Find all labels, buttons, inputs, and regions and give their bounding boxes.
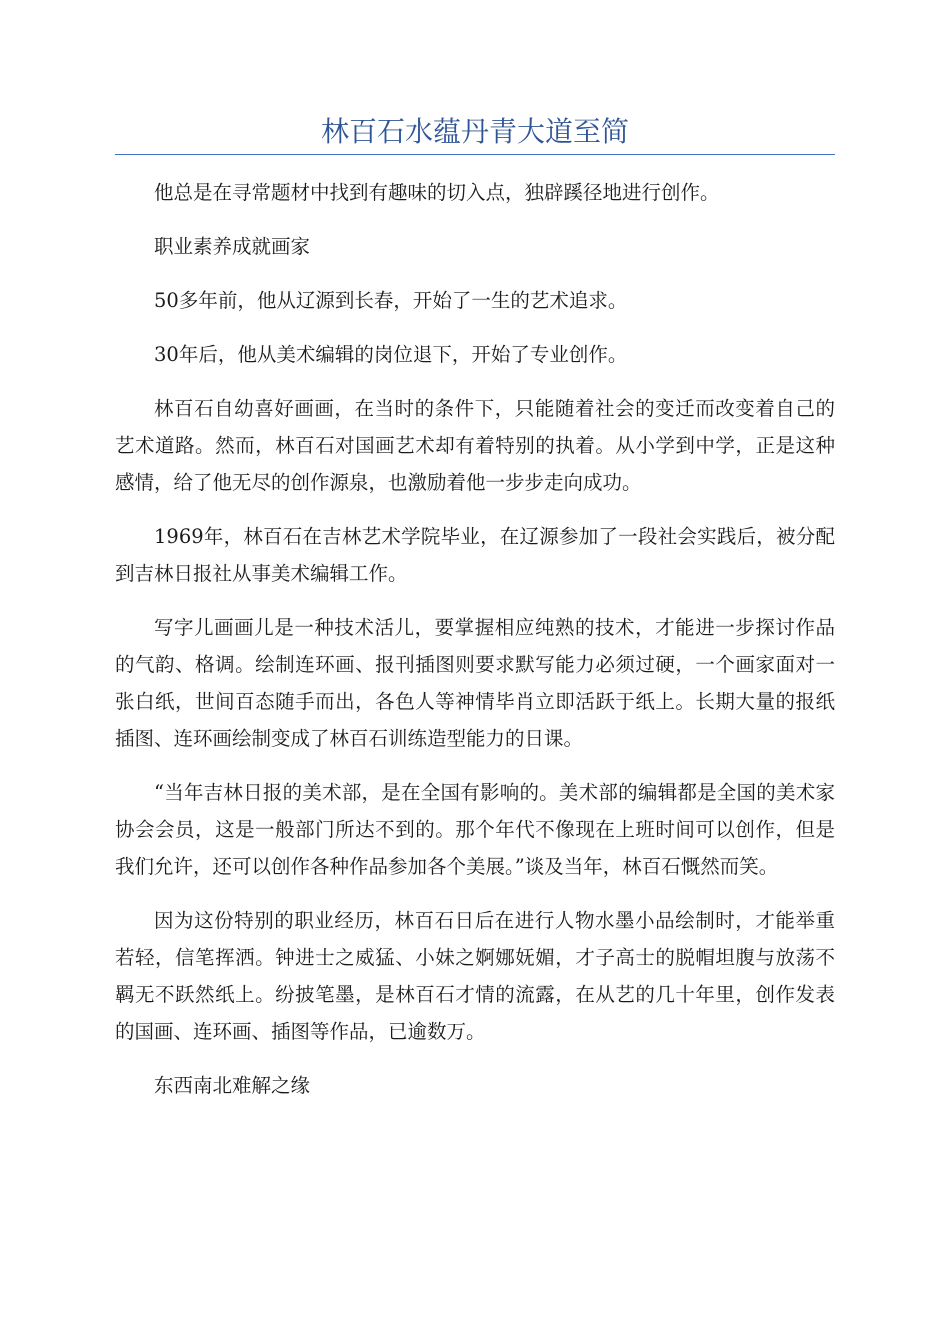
- paragraph: 50多年前，他从辽源到长春，开始了一生的艺术追求。: [154, 289, 628, 312]
- paragraph: 30年后，他从美术编辑的岗位退下，开始了专业创作。: [154, 343, 628, 366]
- paragraph: 1969年，林百石在吉林艺术学院毕业，在辽源参加了一段社会实践后，被分配到吉林日报社从事美术编辑工作。: [115, 525, 835, 585]
- document-body: [115, 174, 835, 1121]
- paragraph: 他总是在寻常题材中找到有趣味的切入点，独辟蹊径地进行创作。: [154, 181, 720, 204]
- paragraph: 写字儿画画儿是一种技术活儿，要掌握相应纯熟的技术，才能进一步探讨作品的气韵、格调。绘制连环画、报刊插图则要求默写能力必须过硬，一个画家面对一张白纸，世间百态随手而出，各色人等神情毕肖立即活跃于纸上。长期大量的报纸插图、连环画绘制变成了林百石训练造型能力的日课。: [115, 616, 835, 750]
- section-heading: 职业素养成就画家: [154, 235, 311, 258]
- paragraph: 因为这份特别的职业经历，林百石日后在进行人物水墨小品绘制时，才能举重若轻，信笔挥洒。钟进士之威猛、小妹之婀娜妩媚，才子高士的脱帽坦腹与放荡不羁无不跃然纸上。纷披笔墨，是林百石才情的流露，在从艺的几十年里，创作发表的国画、连环画、插图等作品，已逾数万。: [115, 909, 835, 1043]
- section-heading: 东西南北难解之缘: [154, 1074, 311, 1097]
- title-underline: [115, 154, 835, 155]
- paragraph: 林百石自幼喜好画画，在当时的条件下，只能随着社会的变迁而改变着自己的艺术道路。然而，林百石对国画艺术却有着特别的执着。从小学到中学，正是这种感情，给了他无尽的创作源泉，也激励着他一步步走向成功。: [115, 397, 835, 494]
- document-title: 林百石水蕴丹青大道至简: [320, 115, 629, 148]
- paragraph: “当年吉林日报的美术部，是在全国有影响的。美术部的编辑都是全国的美术家协会会员，这是一般部门所达不到的。那个年代不像现在上班时间可以创作，但是我们允许，还可以创作各种作品参加各个美展。”谈及当年，林百石慨然而笑。: [115, 781, 835, 878]
